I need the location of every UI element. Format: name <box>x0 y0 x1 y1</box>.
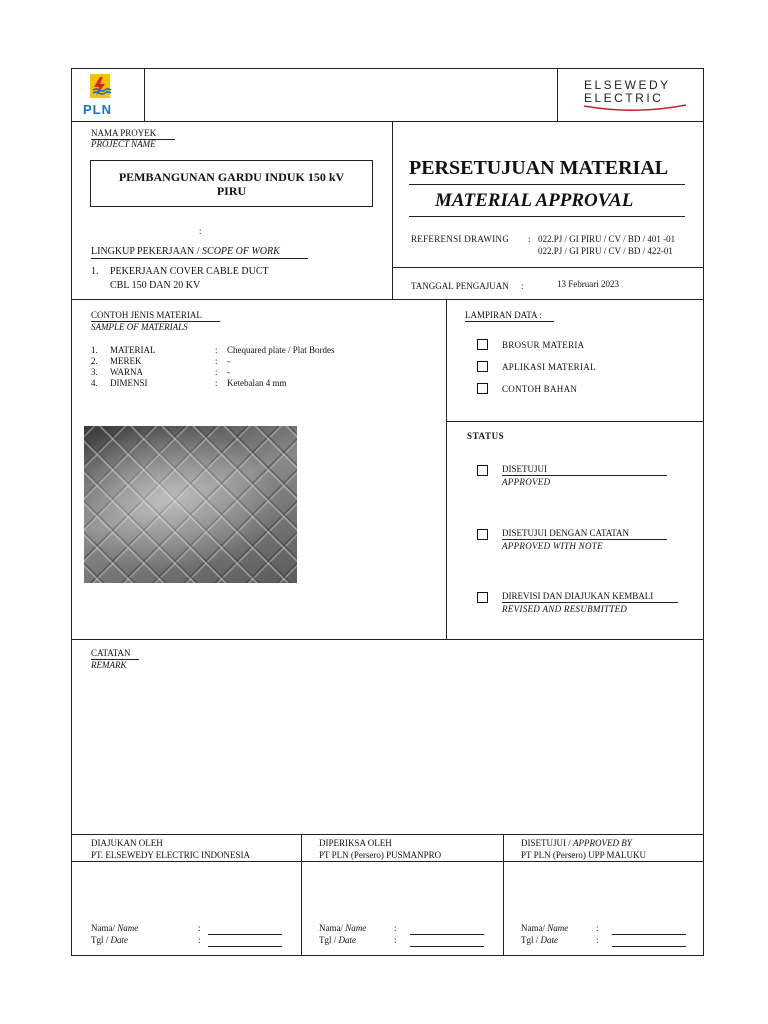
material-item-number: 2. <box>91 356 98 366</box>
material-item-colon: : <box>215 345 218 355</box>
divider <box>71 639 704 640</box>
submission-date-label: TANGGAL PENGAJUAN <box>411 281 509 291</box>
title-underline <box>409 216 685 217</box>
scope-item-line2: CBL 150 DAN 20 KV <box>110 280 201 291</box>
pln-logo-text: PLN <box>83 102 112 117</box>
sign-name-field[interactable] <box>612 934 686 935</box>
sign-name-label: Nama/ Name <box>319 923 367 933</box>
material-item-name: WARNA <box>110 367 143 377</box>
approved-by-heading: DISETUJUI / APPROVED BY <box>521 838 632 848</box>
sign-name-colon: : <box>198 923 201 933</box>
reference-colon: : <box>528 234 531 244</box>
elsewedy-logo <box>580 78 690 114</box>
project-name-label: NAMA PROYEK <box>91 128 175 140</box>
divider <box>392 121 393 299</box>
pln-logo <box>80 72 124 118</box>
project-name-line1: PEMBANGUNAN GARDU INDUK 150 kV <box>118 170 345 184</box>
sign-date-colon: : <box>198 935 201 945</box>
divider <box>392 267 704 268</box>
status-checkbox-approved[interactable] <box>477 465 488 476</box>
attachment-label-brosur: BROSUR MATERIA <box>502 340 585 350</box>
sign-date-colon: : <box>394 935 397 945</box>
attachments-label: LAMPIRAN DATA : <box>465 310 554 322</box>
checked-by-heading: DIPERIKSA OLEH <box>319 838 392 848</box>
project-name-label-en: PROJECT NAME <box>91 139 156 149</box>
scope-item-line1: PEKERJAAN COVER CABLE DUCT <box>110 266 269 277</box>
reference-label: REFERENSI DRAWING <box>411 234 510 244</box>
sign-date-label: Tgl / Date <box>91 935 128 945</box>
status-label-approved-with-note: DISETUJUI DENGAN CATATAN <box>502 528 667 540</box>
sign-date-field[interactable] <box>208 946 282 947</box>
project-name-line2: PIRU <box>216 184 247 198</box>
submission-colon: : <box>521 281 524 291</box>
divider <box>71 861 704 862</box>
scope-label: LINGKUP PEKERJAAN / SCOPE OF WORK <box>91 246 308 259</box>
divider <box>71 299 704 300</box>
elsewedy-logo-line2: ELECTRIC <box>584 91 664 105</box>
divider <box>557 68 558 121</box>
chequered-plate-photo <box>84 426 297 583</box>
remark-label: CATATAN <box>91 648 139 660</box>
divider <box>446 299 447 639</box>
status-label-revised-en: REVISED AND RESUBMITTED <box>502 604 628 614</box>
sign-name-colon: : <box>394 923 397 933</box>
material-item-colon: : <box>215 367 218 377</box>
reference-value-1: 022.PJ / GI PIRU / CV / BD / 401 -01 <box>538 234 676 244</box>
material-item-colon: : <box>215 378 218 388</box>
title-main: PERSETUJUAN MATERIAL <box>409 157 669 179</box>
submission-date: 13 Februari 2023 <box>557 279 619 289</box>
sign-name-label: Nama/ Name <box>91 923 139 933</box>
materials-label-en: SAMPLE OF MATERIALS <box>91 322 188 332</box>
divider <box>71 121 704 122</box>
sign-date-field[interactable] <box>410 946 484 947</box>
material-item-number: 1. <box>91 345 98 355</box>
status-label: STATUS <box>467 431 505 441</box>
attachment-checkbox-aplikasi[interactable] <box>477 361 488 372</box>
attachment-checkbox-contoh[interactable] <box>477 383 488 394</box>
sign-date-colon: : <box>596 935 599 945</box>
reference-value-2: 022.PJ / GI PIRU / CV / BD / 422-01 <box>538 246 673 256</box>
submitted-by-heading: DIAJUKAN OLEH <box>91 838 163 848</box>
attachment-label-contoh: CONTOH BAHAN <box>502 384 578 394</box>
status-checkbox-revised[interactable] <box>477 592 488 603</box>
scope-item-number: 1. <box>91 266 99 277</box>
submitted-by-org: PT. ELSEWEDY ELECTRIC INDONESIA <box>91 850 250 860</box>
material-item-value: Chequared plate / Plat Bordes <box>227 345 335 355</box>
sign-date-label: Tgl / Date <box>319 935 356 945</box>
remark-label-en: REMARK <box>91 660 127 670</box>
approved-by-org: PT PLN (Persero) UPP MALUKU <box>521 850 647 860</box>
sign-name-colon: : <box>596 923 599 933</box>
sign-date-field[interactable] <box>612 946 686 947</box>
title-sub: MATERIAL APPROVAL <box>435 190 634 211</box>
project-colon: : <box>199 226 202 236</box>
status-label-approved: DISETUJUI <box>502 464 667 476</box>
sign-name-label: Nama/ Name <box>521 923 569 933</box>
elsewedy-swoosh-icon <box>580 102 690 114</box>
material-item-name: DIMENSI <box>110 378 148 388</box>
material-item-number: 4. <box>91 378 98 388</box>
material-item-name: MEREK <box>110 356 142 366</box>
status-label-revised: DIREVISI DAN DIAJUKAN KEMBALI <box>502 591 678 603</box>
divider <box>503 834 504 956</box>
sign-date-label: Tgl / Date <box>521 935 558 945</box>
project-name-box <box>90 160 373 207</box>
checked-by-org: PT PLN (Persero) PUSMANPRO <box>319 850 442 860</box>
remark-textarea[interactable] <box>80 678 695 828</box>
sign-name-field[interactable] <box>410 934 484 935</box>
divider <box>144 68 145 121</box>
divider <box>71 834 704 835</box>
materials-label: CONTOH JENIS MATERIAL <box>91 310 220 322</box>
material-item-value: - <box>227 356 230 366</box>
divider <box>301 834 302 956</box>
status-label-approved-with-note-en: APPROVED WITH NOTE <box>502 541 603 551</box>
sign-name-field[interactable] <box>208 934 282 935</box>
attachment-checkbox-brosur[interactable] <box>477 339 488 350</box>
material-item-value: - <box>227 367 230 377</box>
divider <box>446 421 704 422</box>
status-checkbox-approved-with-note[interactable] <box>477 529 488 540</box>
material-item-value: Ketebalan 4 mm <box>227 378 287 388</box>
title-underline <box>409 184 685 185</box>
material-item-colon: : <box>215 356 218 366</box>
material-item-number: 3. <box>91 367 98 377</box>
elsewedy-logo-line1: ELSEWEDY <box>584 78 671 92</box>
attachment-label-aplikasi: APLIKASI MATERIAL <box>502 362 596 372</box>
material-item-name: MATERIAL <box>110 345 156 355</box>
status-label-approved-en: APPROVED <box>502 477 551 487</box>
